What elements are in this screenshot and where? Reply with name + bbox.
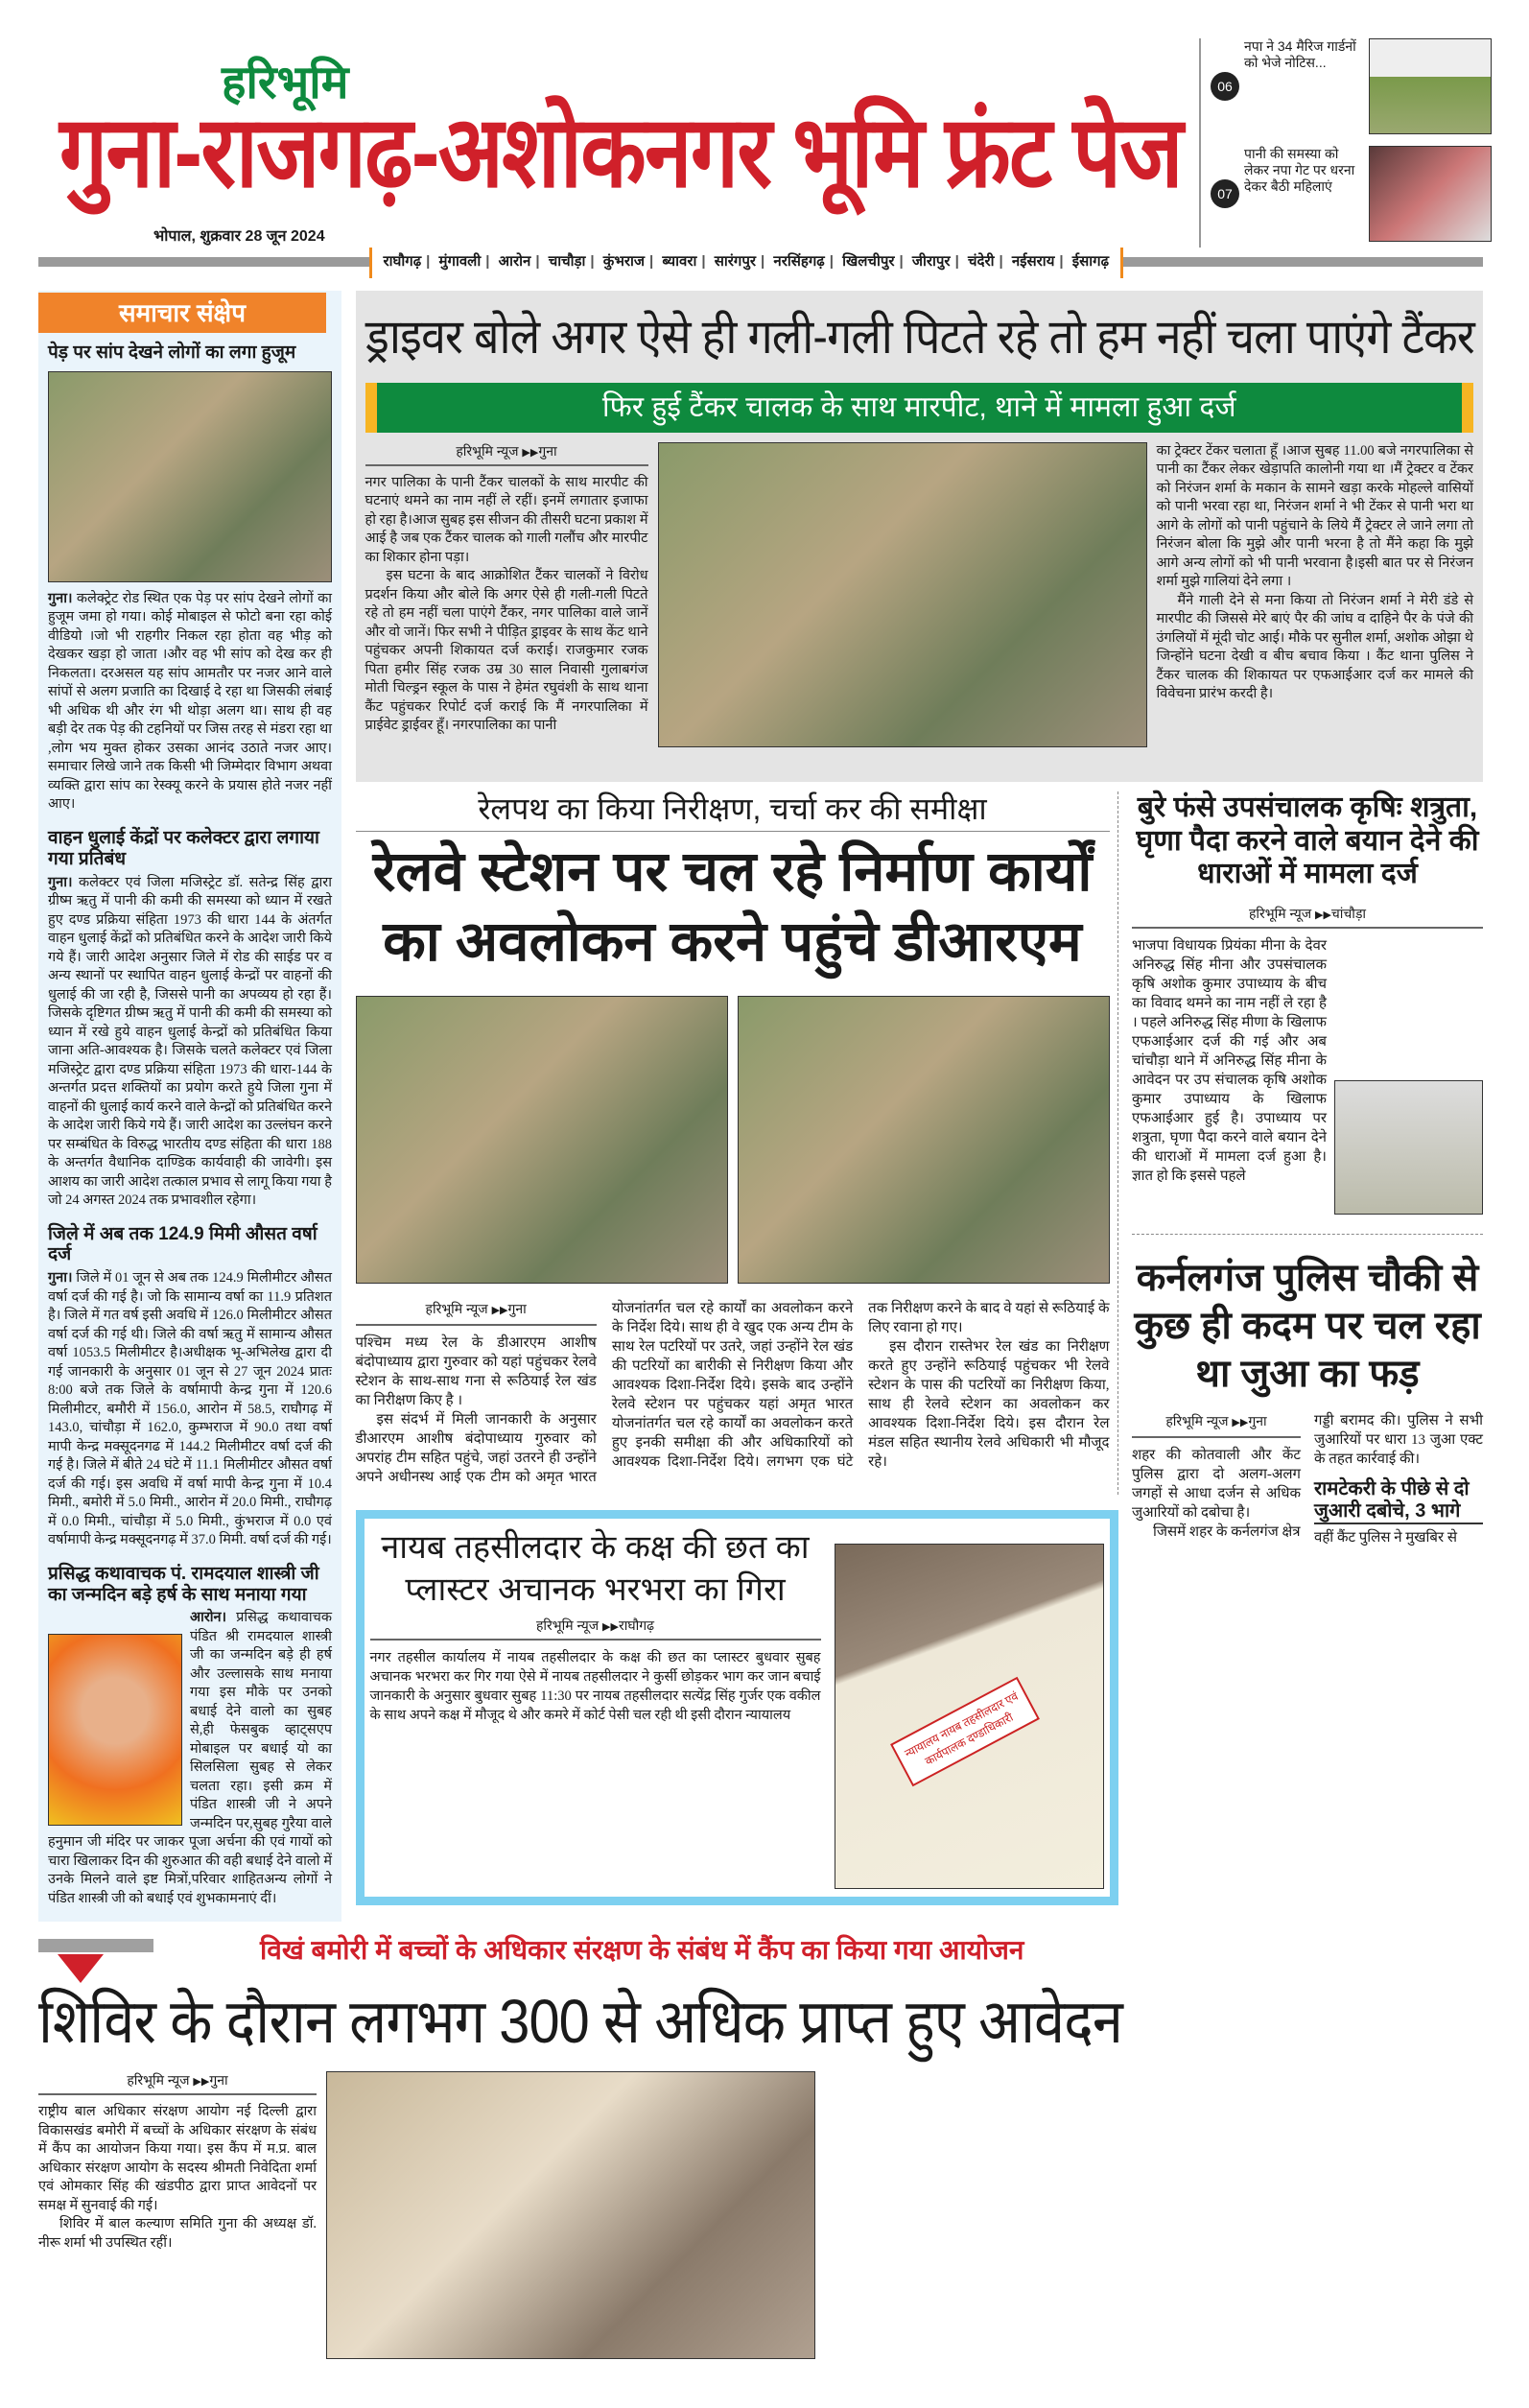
nav-item[interactable]: मुंगावली (438, 253, 482, 270)
byline-place: गुना (507, 1301, 527, 1317)
brief-snake (48, 342, 332, 814)
headline: कर्नलगंज पुलिस चौकी से कुछ ही कदम पर चल रहा था जुआ का फड़ (1134, 1256, 1481, 1395)
byline-source: हरिभूमि न्यूज (536, 1617, 600, 1634)
camp-photo (326, 2071, 815, 2359)
story-column (1157, 442, 1474, 704)
nav-item[interactable]: चाचौड़ा (548, 253, 586, 270)
brief-text: कलेक्ट्रेट रोड स्थित एक पेड़ पर सांप देखने लोगों का हुजूम जमा हो गया। कोई मोबाइल से फोटो बना रहा कोई वीडियो ।जो भी राहगीर निकल रहा होता वह भीड़ को देखकर खड़ा हो जाता ।और वह भी सांप को देख कर ही निकलता। दरअसल यह सांप आमतौर पर नजर आने वाले सांपों से अलग प्रजाति का दिखाई दे रहा था जिसकी लंबाई भी अधिक थी और रंग भी थोड़ा अलग था। साथ ही वह बड़ी देर तक पेड़ की टहनियों पर जिस तरह से मंडरा रहा था ,लोग भय मुक्त होकर उसका आनंद उठाते नजर आए। समाचार लिखे जाने तक किसी भी जिम्मेदार विभाग अथवा व्यक्ति द्वारा सांप का रेस्क्यू करने के प्रयास होते नजर नहीं आए। (48, 590, 332, 813)
subheadline: रामटेकरी के पीछे से दो जुआरी दबोचे, 3 भागे (1314, 1478, 1483, 1524)
byline-source: हरिभूमि न्यूज (1165, 1412, 1229, 1428)
tanker-drivers-photo (658, 442, 1147, 747)
inside-teasers (1199, 38, 1492, 248)
chevron-down-icon (58, 1954, 104, 1983)
byline-source: हरिभूमि न्यूज (425, 1301, 488, 1317)
dateline: भोपाल, शुक्रवार 28 जून 2024 (153, 228, 325, 245)
byline-place: गुना (538, 442, 557, 459)
nav-item[interactable]: ब्यावरा (662, 253, 697, 270)
paragraph: गड्डी बरामद की। पुलिस ने सभी जुआरियों पर धारा 13 जुआ एक्ट के तहत कार्रवाई की। (1314, 1412, 1483, 1467)
portrait-photo (48, 1634, 182, 1826)
kicker-wrap (167, 1935, 1117, 1966)
byline: हरिभूमि न्यूज ▶▶चांचौड़ा (1132, 905, 1483, 929)
kicker: रेलपथ का किया निरीक्षण, चर्चा कर की समीक्षा (356, 791, 1110, 832)
brief-title: पेड़ पर सांप देखने लोगों का लगा हुजूम (48, 342, 296, 363)
collapsed-ceiling-photo (835, 1544, 1104, 1889)
official-portrait (1334, 1080, 1483, 1215)
byline-source: हरिभूमि न्यूज (1248, 905, 1312, 921)
nav-item[interactable]: सारंगपुर (714, 253, 757, 270)
headline: शिविर के दौरान लगभग 300 से अधिक प्राप्त हुए आवेदन (38, 1987, 1122, 2057)
story-body (356, 1299, 1110, 1487)
nav-item[interactable]: नरसिंहगढ़ (773, 253, 825, 270)
teaser-text: पानी की समस्या को लेकर नपा गेट पर धरना देकर बैठी महिलाएं (1244, 146, 1355, 194)
kicker: विखं बमोरी में बच्चों के अधिकार संरक्षण के संबंध में कैंप का किया गया आयोजन (260, 1935, 1024, 1966)
office-sign: न्यायालय नायब तहसीलदार एवं कार्यपालक दण्डाधिकारी (890, 1677, 1040, 1787)
paragraph: इस घटना के बाद आक्रोशित टैंकर चालकों ने विरोध प्रदर्शन किया और बोले कि अगर ऐसे ही गली-गली पिटते रहे तो हम नहीं चला पाएंगे टैंकर, नगर पालिका वाले जानें और वो जानें। फिर सभी ने पीड़ित ड्राइवर के साथ केंट थाने पहुंचकर अपनी शिकायत दर्ज कराई। राजकुमार रजक पिता हमीर सिंह रजक उम्र 30 साल निवासी गुलाबगंज मोती चिल्ड्रन स्कूल के पास ने हेमंत रघुवंशी के साथ थाना कैंट पहुंचकर रिपोर्ट दर्ज कराई कि मैं नगरपालिका में प्राईवेट ड्राईवर हूँ। नगरपालिका का पानी (365, 568, 648, 733)
decorative-bar (38, 1939, 153, 1952)
crowd-photo (48, 371, 332, 582)
news-briefs-column (38, 291, 341, 1922)
railway-story (356, 791, 1118, 1495)
tanker-story (356, 291, 1484, 782)
byline: हरिभूमि न्यूज ▶▶गुना (365, 442, 648, 466)
paragraph: मैंने गाली देने से मना किया तो निरंजन शर्मा ने मेरी डंडे से मारपीट की जिससे मेरे बाएं पैर की जांघ व दाहिने पैर के पंजे की उंगलियों में मूंदी चोट आई। मौके पर सुनील शर्मा, अशोक ओझा थे जिन्होंने घटना देखी व बीच बचाव किया । कैंट थाना पुलिस ने टैंकर चालक की शिकायत पर एफआईआर दर्ज कर मामले की विवेचना प्रारंभ करदी है। (1156, 592, 1473, 701)
headline: ड्राइवर बोले अगर ऐसे ही गली-गली पिटते रहे तो हम नहीं चला पाएंगे टैंकर (365, 310, 1474, 364)
teaser-item[interactable] (1211, 146, 1494, 242)
paragraph: पश्चिम मध्य रेल के डीआरएम आशीष बंदोपाध्याय द्वारा गुरुवार को यहां पहुंचकर रेलवे स्टेशन के साथ-साथ गना से रूठियाई रेल खंड का निरीक्षण किए है । (355, 1335, 597, 1409)
teaser-photo (1369, 38, 1492, 134)
teaser-item[interactable] (1211, 38, 1494, 134)
edition-nav-wrap (336, 248, 1151, 278)
byline-place: गुना (209, 2072, 228, 2088)
paragraph: इस दौरान रास्तेभर रेल खंड का निरीक्षण करते हुए उन्होंने रूठियाई पहुंचकर भी रेलवे स्टेशन के पास की पटरियों का निरीक्षण किया, साथ ही रेलवे स्टेशन का अवलोकन कर आवश्यक दिशा-निर्देश दिये। इस दौरान रेल मंडल सहित स्थानीय रेलवे अधिकारी भी मौजूद रहे। (868, 1339, 1110, 1471)
edition-nav: राघौगढ़ | मुंगावली | आरोन | चाचौड़ा | कुंभराज | ब्यावरा | सारंगपुर | नरसिंहगढ़ | खिलचीपुर | जीरापुर | चंदेरी | नईसराय | ईसागढ़ (369, 248, 1124, 278)
headline: रेलवे स्टेशन पर चल रहे निर्माण कार्यों का अवलोकन करने पहुंचे डीआरएम (372, 840, 1093, 973)
byline: हरिभूमि न्यूज ▶▶गुना (356, 1299, 597, 1326)
story-column (38, 2071, 317, 2253)
center-column (356, 791, 1118, 1922)
nav-item[interactable]: ईसागढ़ (1071, 253, 1110, 270)
byline-place: राघौगढ़ (618, 1617, 654, 1634)
brief-text: जिले में 01 जून से अब तक 124.9 मिलीमीटर औसत वर्षा दर्ज की गई है। जो कि सामान्य वर्षा का 11.9 प्रतिशत है। जिले में गत वर्ष इसी अवधि में 126.0 मिलीमीटर औसत वर्षा दर्ज की गई थी। जिले की वर्षा ऋतु में सामान्य औसत वर्षा 1053.5 मिलीमीटर है।अधीक्षक भू-अभिलेख द्वारा दी गई जानकारी के अनुसार 01 जून से 27 जून 2024 प्रातः 8:00 बजे तक जिले के वर्षामापी केन्द्र गुना में 120.6 मिलीमीटर, बमौरी में 156.0, आरोन में 58.5, राघौगढ़ में 143.0, चांचौड़ा में 162.0, कुम्भराज में 90.0 तथा वर्षा मापी केन्द्र मक्सूदनगढ में 144.2 मिलीमीटर वर्षा दर्ज की गई है। जिले में बीते 24 घंटे में 11.1 मिलीमीटर औसत वर्षा दर्ज की गई। इस अवधि में वर्षा मापी केन्द्र गुना में 10.4 मिमी., बमोरी में 5.0 मिमी., आरोन में 20.0 मिमी., राघौगढ़ में 0.0 मिमी., चांचौड़ा में 5.0 मिमी., कुंभराज में 0.0 एवं वर्षामापी केन्द्र मक्सूदनगढ़ में 37.0 मिमी. वर्षा दर्ज की गई। (48, 1270, 332, 1548)
story-text: नगर तहसील कार्यालय में नायब तहसीलदार के कक्ष की छत का प्लास्टर बुधवार सुबह अचानक भरभरा कर गिर गया ऐसे में नायब तहसीलदार ने कुर्सी छोड़कर भाग कर जान बचाई जानकारी के अनुसार बुधवार सुबह 11:30 पर नायब तहसीलदार सत्येंद्र सिंह गुर्जर एक वकील के साथ अपने कक्ष में मौजूद थे और कमरे में कोर्ट पेसी चल रही थी इसी दौरान न्यायालय (369, 1650, 821, 1724)
paragraph: नगर पालिका के पानी टैंकर चालकों के साथ मारपीट की घटनाएं थमने का नाम नहीं ले रहीं। इनमें लगातार इजाफा हो रहा है।आज सुबह इस सीजन की तीसरी घटना प्रकाश में आई है जब एक टैंकर चालक को गाली गलौंच और मारपीट का शिकार होना पड़ा। (365, 474, 648, 565)
subheadline: फिर हुई टैंकर चालक के साथ मारपीट, थाने में मामला हुआ दर्ज (365, 383, 1474, 433)
brief-dateline: गुना। (48, 1270, 73, 1287)
brief-birthday (48, 1564, 332, 1909)
track-inspection-photo (738, 996, 1110, 1284)
page-title: गुना-राजगढ़-अशोकनगर भूमि फ्रंट पेज (59, 97, 1182, 208)
brief-rainfall (48, 1224, 332, 1550)
nav-item[interactable]: चंदेरी (967, 253, 995, 270)
paragraph: इस संदर्भ में मिली जानकारी के अनुसार डीआरएम आशीष बंदोपाध्याय गुरुवार को अपरांह टीम सहित पहुंचे, जहां उतरने ही उन्होंने अपने अधीनस्थ आई एक टीम को अमृत भारत योजनांतर्गत चल रहे कार्यों का अवलोकन करने के निर्देश दिये। साथ ही वे खुद एक अन्य टीम के साथ रेल पटरियों पर उतरे, जहां उन्होंने रेल खंड की पटरियों का बारीकी से निरीक्षण किया और आवश्यक दिशा-निर्देश दिये। इसके बाद उन्होंने रेलवे स्टेशन पर पहुंचकर यहां अमृत भारत योजनांतर्गत चल रहे कार्यों का अवलोकन करते हुए इनकी समीक्षा की और अधिकारियों को आवश्यक दिशा-निर्देश दिये। लगभग एक घंटे तक निरीक्षण करने के बाद वे यहां से रूठियाई के लिए रवाना हो गए। (355, 1301, 1110, 1486)
headline: बुरे फंसे उपसंचालक कृषिः शत्रुता, घृणा पैदा करने वाले बयान देने की धाराओं में मामला दर्ज (1136, 791, 1479, 890)
story-text: भाजपा विधायक प्रियंका मीना के देवर अनिरुद्ध सिंह मीना और उपसंचालक कृषि अशोक कुमार उपाध्याय के बीच का विवाद थमने का नाम नहीं ले रहा है । पहले अनिरुद्ध सिंह मीणा के खिलाफ एफआईआर दर्ज की गई और अब चांचौड़ा थाने में अनिरुद्ध सिंह मीना के आवेदन पर उप संचालक कृषि अशोक कुमार उपाध्याय के खिलाफ एफआईआर हुई है। उपाध्याय पर शत्रुता, घृणा पैदा करने वाले बयान देने की धाराओं में मामला दर्ज हुआ है। ज्ञात हो कि इससे पहले (1132, 937, 1327, 1184)
page-body (38, 291, 1483, 2359)
byline-place: गुना (1248, 1412, 1267, 1428)
headline-wrap (38, 1987, 1122, 2058)
gambling-story (1132, 1234, 1483, 1547)
nav-item[interactable]: आरोन (498, 253, 531, 270)
page-number-badge: 07 (1211, 179, 1239, 208)
byline-source: हरिभूमि न्यूज (127, 2072, 190, 2088)
headline: नायब तहसीलदार के कक्ष की छत का प्लास्टर अचानक भरभरा का गिरा (381, 1529, 810, 1609)
brief-vehicle-wash (48, 828, 332, 1211)
byline-source: हरिभूमि न्यूज (456, 442, 519, 459)
newspaper-logo: हरिभूमि (222, 58, 349, 108)
nav-item[interactable]: राघौगढ़ (383, 253, 422, 270)
brief-dateline: गुना। (48, 874, 73, 890)
brief-title: प्रसिद्ध कथावाचक पं. रामदयाल शास्त्री जी का जन्मदिन बड़े हर्ष के साथ मनाया गया (48, 1563, 319, 1605)
byline: हरिभूमि न्यूज ▶▶राघौगढ़ (370, 1617, 821, 1641)
brief-dateline: गुना। (48, 590, 73, 606)
byline-place: चांचौड़ा (1330, 905, 1367, 921)
brief-text: कलेक्टर एवं जिला मजिस्ट्रेट डॉ. सतेन्द्र सिंह द्वारा ग्रीष्म ऋतु में पानी की कमी की समस्या को ध्यान में रखते हुए दण्ड प्रक्रिया संहिता 1973 की धारा 144 के अंतर्गत वाहन धुलाई केंद्रों को प्रतिबंधित करने के आदेश जारी किये गये हैं। जारी आदेश अनुसार जिले में रोड की साईड पर व अन्य स्थानों पर स्थापित वाहन धुलाई केन्द्रों पर वाहनों की धुलाई की जा रही है, जिससे पानी का अपव्यय हो रहा हैं। जिसके दृष्टिगत ग्रीष्म ऋतु में पानी की कमी की समस्या को ध्यान में रखे हुये वाहन धुलाई केन्द्रों को प्रतिबंधित किया जाना अति-आवश्यक है। जिसके चलते कलेक्टर एवं जिला मजिस्ट्रेट द्वारा दण्ड प्रक्रिया संहिता 1973 की धारा-144 के अन्तर्गत प्रदत्त शक्तियों का प्रयोग करते हुये जिला गुना में वाहनों की धुलाई कार्य करने वाले केन्द्रों को प्रतिबंधित करने के आदेश जारी किये गये हैं। जारी आदेश का उल्लंघन करने पर सम्बंधित के विरुद्ध भारतीय दण्ड संहिता की धारा 188 के अन्तर्गत वैधानिक दाण्डिक कार्यवाही की जावेगी। इस आशय का जारी आदेश तत्काल प्रभाव से लागू किया गया है जो 24 अगस्त 2024 तक प्रभावशील रहेगा। (48, 874, 332, 1209)
page-number-badge: 06 (1211, 72, 1239, 101)
brief-dateline: आरोन। (190, 1610, 227, 1626)
page-title-wrap (59, 96, 1182, 216)
agriculture-official-story (1132, 791, 1483, 1220)
brief-text: प्रसिद्ध कथावाचक पंडित श्री रामदयाल शास्त्री जी का जन्मदिन बड़े ही हर्ष और उल्लासके साथ मनाया गया इस मौके पर उनको बधाई देने वालो का सुबह से,ही फेसबुक व्हाट्सएप मोबाइल पर बधाई यो का सिलसिला सुबह से लेकर चलता रहा। इसी क्रम में पंडित शास्त्री जी ने अपने जन्मदिन पर,सुबह गुरैया वाले हनुमान जी मंदिर पर जाकर पूजा अर्चना की एवं गायों को चारा खिलाकर दिन की शुरुआत की वही बधाई देने वालो में उनके मिलने वाले इष्ट मित्रों,परिवार शाहितअन्य लोगों ने पंडित शास्त्री जी को बधाई एवं शुभकामनाएं दीं। (48, 1610, 332, 1906)
story-column (1132, 1411, 1301, 1547)
paragraph: शहर की कोतवाली और केंट पुलिस द्वारा दो अलग-अलग जगहों से आधा दर्जन से अधिक जुआरियों को दबोचा है। (1132, 1447, 1301, 1521)
teaser-text: नपा ने 34 मैरिज गार्डनों को भेजे नोटिस... (1244, 38, 1356, 70)
paragraph: राष्ट्रीय बाल अधिकार संरक्षण आयोग नई दिल्ली द्वारा विकासखंड बमोरी में बच्चों के अधिकार संरक्षण के संबंध में कैंप का आयोजन किया गया। इस कैंप में म.प्र. बाल अधिकार संरक्षण आयोग के सदस्य श्रीमती निवेदिता शर्मा एवं ओमकार सिंह की खंडपीठ द्वारा प्राप्त आवेदनों पर समक्ष में सुनवाई की गई। (38, 2104, 317, 2213)
byline: हरिभूमि न्यूज ▶▶गुना (38, 2071, 317, 2095)
drm-inspection-photo (356, 996, 728, 1284)
paragraph: का ट्रेक्टर टेंकर चलाता हूँ ।आज सुबह 11.00 बजे नगरपालिका से पानी का टैंकर लेकर खेड़ापति कालोनी गया था ।मैं ट्रेक्टर व टेंकर को निरंजन शर्मा के मकान के सामने खड़ा करके मोहल्ले वासियों को पानी भरवा रहा था, निरंजन शर्मा ने भी टेंकर से पानी भरा था आगे के लोगों को पानी पहुंचाने के लिये मैं ट्रेक्टर ले जाने लगा तो निरंजन बोला कि मुझे और पानी भरना है तो मैंने कहा कि मुझे आगे अन्य लोगों को भी पानी भरवाना है।इसी बात पर से निरंजन शर्मा मुझे गालियां देने लगा । (1156, 442, 1473, 589)
headline-wrap (365, 310, 1474, 366)
brief-title: वाहन धुलाई केंद्रों पर कलेक्टर द्वारा लगाया गया प्रतिबंध (48, 827, 319, 869)
nav-item[interactable]: कुंभराज (602, 253, 646, 270)
paragraph: वहीं कैंट पुलिस ने मुखबिर से (1314, 1529, 1458, 1546)
story-column (1314, 1411, 1483, 1547)
byline: हरिभूमि न्यूज ▶▶गुना (1132, 1411, 1301, 1438)
paragraph: शिविर में बाल कल्याण समिति गुना की अध्यक्ष डॉ. नीरू शर्मा भी उपस्थित रहीं। (38, 2216, 317, 2251)
nav-item[interactable]: नईसराय (1011, 253, 1055, 270)
nav-item[interactable]: खिलचीपुर (842, 253, 895, 270)
story-column (365, 442, 648, 736)
brief-title: जिले में अब तक 124.9 मिमी औसत वर्षा दर्ज (48, 1223, 318, 1265)
teaser-photo (1369, 146, 1492, 242)
right-column (1132, 791, 1483, 2359)
child-rights-camp-story (38, 1931, 1122, 2359)
paragraph: जिसमें शहर के कर्नलगंज क्षेत्र (1153, 1523, 1301, 1540)
tehsil-ceiling-story (356, 1510, 1118, 1905)
nav-item[interactable]: जीरापुर (911, 253, 951, 270)
briefs-header: समाचार संक्षेप (38, 293, 326, 333)
